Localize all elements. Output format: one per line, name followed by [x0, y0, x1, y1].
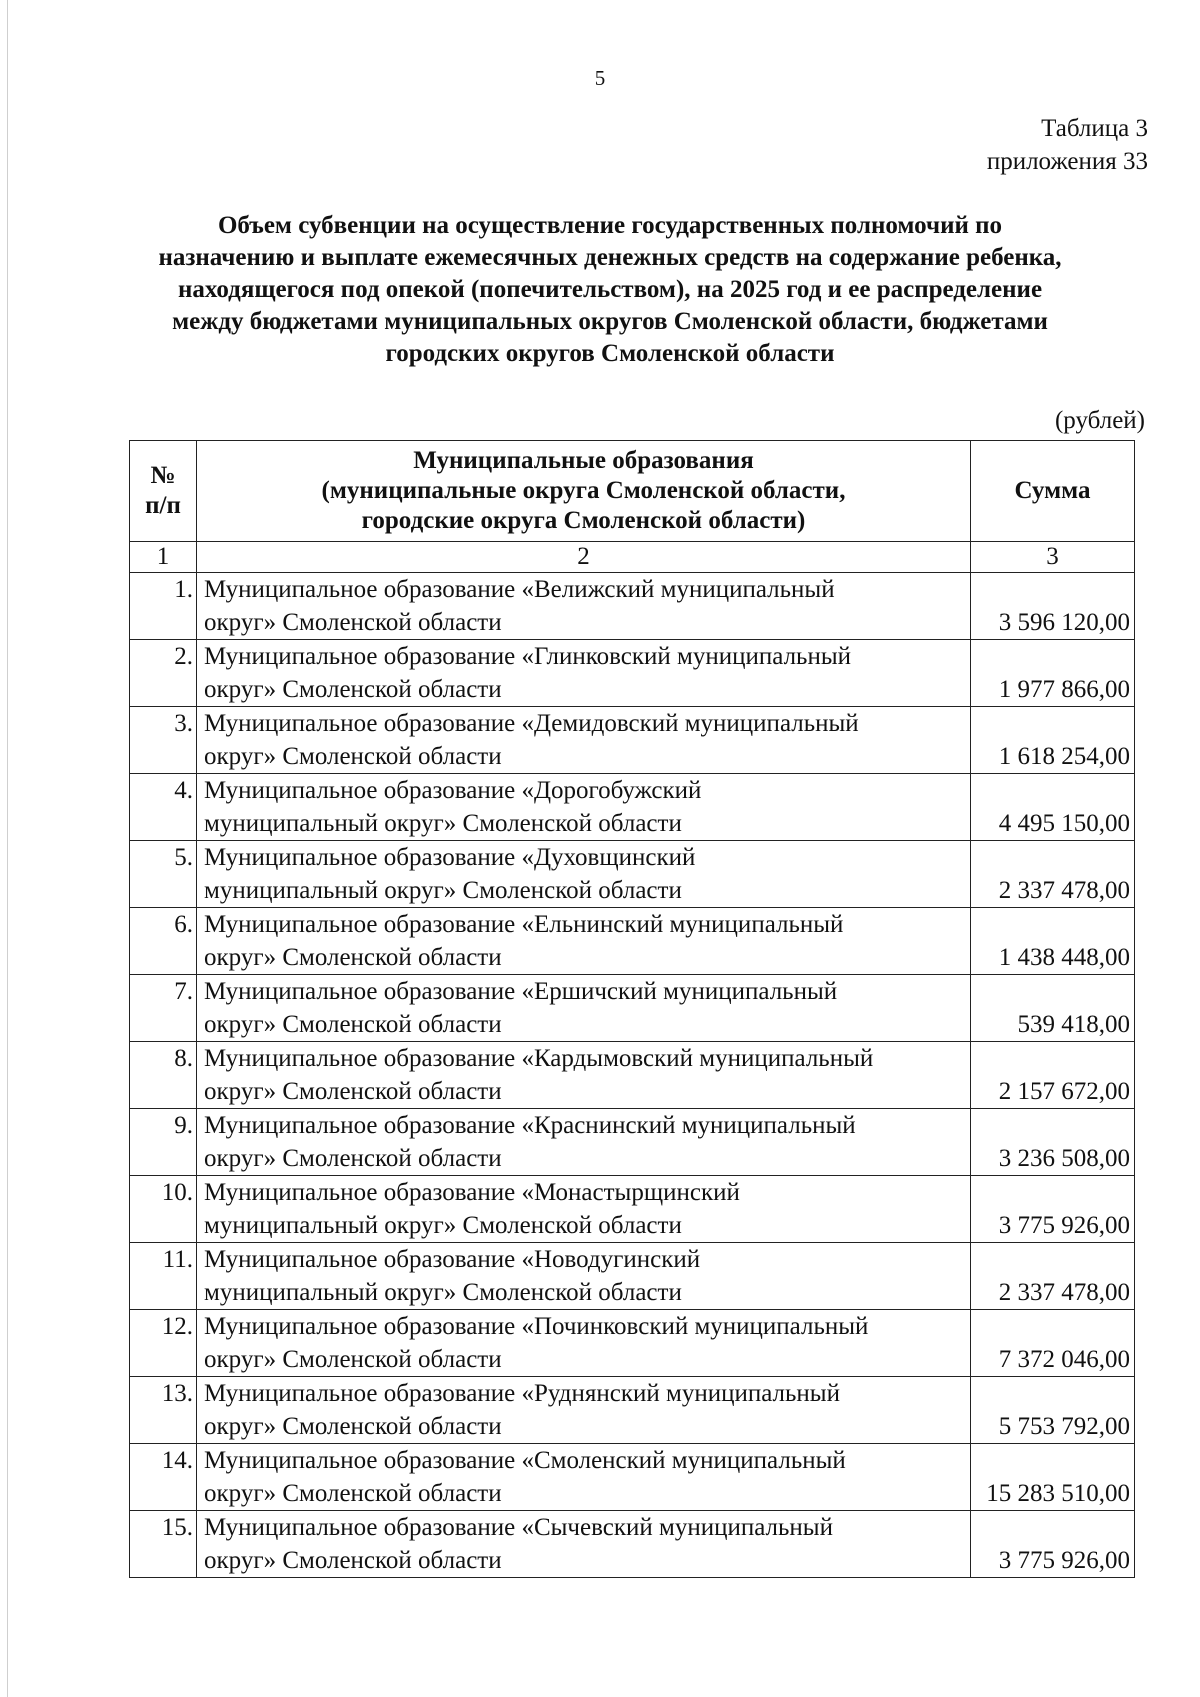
header-municipality-line: Муниципальные образования	[413, 447, 754, 474]
table-row	[130, 573, 1135, 640]
subvention-amount: 539 418,00	[971, 975, 1135, 1042]
row-number: 15.	[130, 1511, 197, 1578]
municipality-name	[197, 1109, 971, 1176]
municipality-name-line: округ» Смоленской области	[204, 676, 502, 703]
subvention-amount: 7 372 046,00	[971, 1310, 1135, 1377]
page-number: 5	[594, 66, 606, 90]
subvention-amount: 4 495 150,00	[971, 774, 1135, 841]
municipality-name	[197, 841, 971, 908]
header-municipality-line: городские округа Смоленской области)	[361, 507, 806, 534]
subvention-amount: 2 337 478,00	[971, 1243, 1135, 1310]
municipality-name	[197, 908, 971, 975]
scan-edge-line	[7, 0, 8, 1697]
municipality-name-line: муниципальный округ» Смоленской области	[204, 1212, 682, 1239]
municipality-name-line: округ» Смоленской области	[204, 1346, 502, 1373]
header-num	[130, 441, 197, 542]
municipality-name-line: Муниципальное образование «Велижский муниципальный	[204, 576, 835, 603]
table-row	[130, 774, 1135, 841]
municipality-name-line: округ» Смоленской области	[204, 1413, 502, 1440]
subvention-amount: 2 337 478,00	[971, 841, 1135, 908]
municipality-name	[197, 1377, 971, 1444]
municipality-name	[197, 1243, 971, 1310]
document-title-line: Объем субвенции на осуществление государственных полномочий по	[217, 212, 1003, 239]
subvention-amount: 2 157 672,00	[971, 1042, 1135, 1109]
column-numbering-row	[130, 542, 1135, 573]
subvention-amount: 3 236 508,00	[971, 1109, 1135, 1176]
subvention-amount: 15 283 510,00	[971, 1444, 1135, 1511]
row-number: 6.	[130, 908, 197, 975]
table-row	[130, 1243, 1135, 1310]
subvention-amount: 3 775 926,00	[971, 1511, 1135, 1578]
municipality-name	[197, 1176, 971, 1243]
table-row	[130, 640, 1135, 707]
municipality-name-line: округ» Смоленской области	[204, 1078, 502, 1105]
municipality-name-line: округ» Смоленской области	[204, 1145, 502, 1172]
document-title-line: находящегося под опекой (попечительством), на 2025 год и ее распределение	[177, 276, 1043, 303]
municipality-name-line: округ» Смоленской области	[204, 1480, 502, 1507]
column-number: 3	[971, 542, 1135, 573]
row-number: 8.	[130, 1042, 197, 1109]
municipality-name	[197, 774, 971, 841]
subvention-amount: 3 775 926,00	[971, 1176, 1135, 1243]
municipality-name-line: округ» Смоленской области	[204, 609, 502, 636]
document-title-line: между бюджетами муниципальных округов Смоленской области, бюджетами	[172, 308, 1048, 335]
table-row	[130, 1109, 1135, 1176]
row-number: 9.	[130, 1109, 197, 1176]
header-municipality	[197, 441, 971, 542]
table-row	[130, 1310, 1135, 1377]
table-row	[130, 1511, 1135, 1578]
table-reference-line: приложения 33	[986, 148, 1148, 175]
row-number: 13.	[130, 1377, 197, 1444]
municipality-name-line: округ» Смоленской области	[204, 1547, 502, 1574]
municipality-name	[197, 1511, 971, 1578]
municipality-name-line: Муниципальное образование «Краснинский муниципальный	[204, 1112, 856, 1139]
row-number: 11.	[130, 1243, 197, 1310]
table-row	[130, 841, 1135, 908]
row-number: 10.	[130, 1176, 197, 1243]
municipality-name	[197, 975, 971, 1042]
municipality-name-line: Муниципальное образование «Ершичский муниципальный	[204, 978, 838, 1005]
municipality-name-line: Муниципальное образование «Сычевский муниципальный	[204, 1514, 833, 1541]
subvention-amount: 5 753 792,00	[971, 1377, 1135, 1444]
table-row	[130, 975, 1135, 1042]
table-body	[130, 542, 1135, 1578]
row-number: 3.	[130, 707, 197, 774]
table-row	[130, 1176, 1135, 1243]
municipality-name-line: Муниципальное образование «Починковский муниципальный	[204, 1313, 869, 1340]
municipality-name-line: Муниципальное образование «Ельнинский муниципальный	[204, 911, 844, 938]
header-row	[130, 441, 1135, 542]
municipality-name	[197, 1310, 971, 1377]
header-municipality-line: (муниципальные округа Смоленской области,	[321, 477, 846, 504]
table-reference	[987, 112, 1148, 178]
municipality-name	[197, 640, 971, 707]
row-number: 14.	[130, 1444, 197, 1511]
municipality-name-line: Муниципальное образование «Духовщинский	[204, 844, 696, 871]
table-row	[130, 1042, 1135, 1109]
document-title-line: городских округов Смоленской области	[385, 340, 835, 367]
subvention-amount: 1 618 254,00	[971, 707, 1135, 774]
municipality-name-line: Муниципальное образование «Демидовский муниципальный	[204, 710, 859, 737]
municipality-name-line: муниципальный округ» Смоленской области	[204, 810, 682, 837]
header-sum: Сумма	[971, 441, 1135, 542]
row-number: 2.	[130, 640, 197, 707]
document-title-line: назначению и выплате ежемесячных денежных средств на содержание ребенка,	[158, 244, 1062, 271]
table-header	[130, 441, 1135, 542]
column-number: 2	[197, 542, 971, 573]
subvention-table	[129, 440, 1135, 1578]
table-row	[130, 1377, 1135, 1444]
row-number: 1.	[130, 573, 197, 640]
municipality-name-line: Муниципальное образование «Смоленский муниципальный	[204, 1447, 846, 1474]
municipality-name-line: округ» Смоленской области	[204, 944, 502, 971]
document-title	[110, 210, 1110, 370]
municipality-name-line: муниципальный округ» Смоленской области	[204, 1279, 682, 1306]
subvention-amount: 3 596 120,00	[971, 573, 1135, 640]
row-number: 7.	[130, 975, 197, 1042]
municipality-name-line: Муниципальное образование «Глинковский муниципальный	[204, 643, 851, 670]
municipality-name-line: Муниципальное образование «Монастырщинский	[204, 1179, 740, 1206]
municipality-name-line: округ» Смоленской области	[204, 743, 502, 770]
municipality-name	[197, 573, 971, 640]
row-number: 12.	[130, 1310, 197, 1377]
subvention-amount: 1 438 448,00	[971, 908, 1135, 975]
municipality-name-line: Муниципальное образование «Дорогобужский	[204, 777, 702, 804]
units-label: (рублей)	[1054, 407, 1145, 434]
municipality-name-line: Муниципальное образование «Новодугинский	[204, 1246, 701, 1273]
municipality-name-line: муниципальный округ» Смоленской области	[204, 877, 682, 904]
header-num-line: №	[150, 462, 176, 489]
municipality-name-line: Муниципальное образование «Руднянский муниципальный	[204, 1380, 840, 1407]
table-row	[130, 1444, 1135, 1511]
subvention-amount: 1 977 866,00	[971, 640, 1135, 707]
municipality-name	[197, 707, 971, 774]
municipality-name-line: Муниципальное образование «Кардымовский муниципальный	[204, 1045, 874, 1072]
column-number: 1	[130, 542, 197, 573]
row-number: 4.	[130, 774, 197, 841]
municipality-name	[197, 1042, 971, 1109]
municipality-name	[197, 1444, 971, 1511]
municipality-name-line: округ» Смоленской области	[204, 1011, 502, 1038]
row-number: 5.	[130, 841, 197, 908]
table-row	[130, 707, 1135, 774]
header-num-line: п/п	[145, 492, 181, 519]
table-reference-line: Таблица 3	[1041, 115, 1148, 142]
table-row	[130, 908, 1135, 975]
